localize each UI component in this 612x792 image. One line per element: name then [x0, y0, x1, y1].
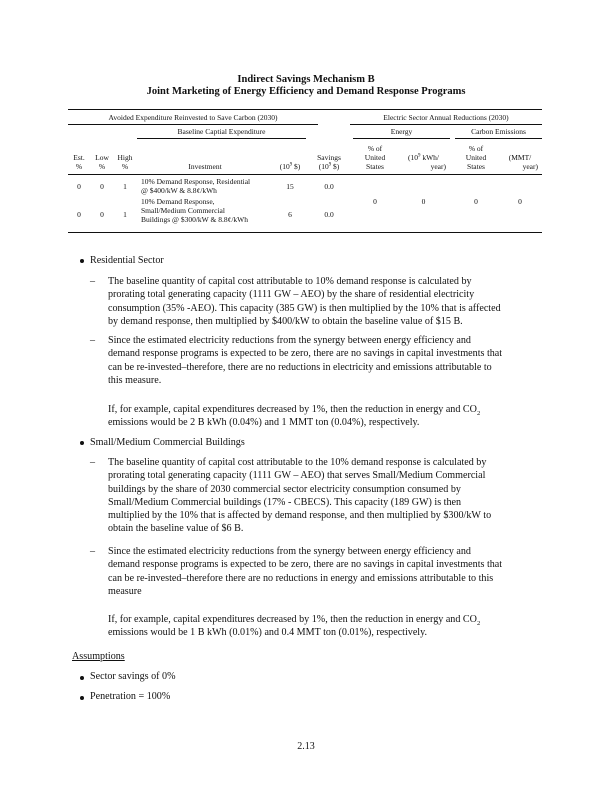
baseline-header: Baseline Captial Expenditure [177, 127, 266, 136]
document-title-line2: Joint Marketing of Energy Efficiency and Demand Response Programs [146, 86, 466, 97]
carbon-header: Carbon Emissions [471, 127, 526, 136]
col-est: Est. % [73, 153, 85, 171]
section-heading-residential: Residential Sector [90, 255, 164, 266]
right-group-header: Electric Sector Annual Reductions (2030) [383, 113, 509, 122]
bullet-icon [80, 676, 84, 680]
right-group-rule [350, 124, 542, 125]
table-bottom-rule [68, 232, 542, 233]
assumptions-heading: Assumptions [72, 651, 125, 662]
col-carbon-pct: % of United States [465, 144, 487, 171]
residential-paragraph-1: The baseline quantity of capital cost attributable to 10% demand response is calculated by prorating total generating capacity (1111 GW – AEO) by the share of residential electricity consumption (35% -AEO). This capacity (385 GW) is then multiplied by the 10% that is affected by demand response, then multiplied by $400/kW to obtain the baseline value of $15 B. [108, 276, 501, 327]
col-capex: ($10^9$ $) [279, 162, 301, 171]
dash-icon: – [90, 457, 96, 468]
col-low: Low % [95, 153, 109, 171]
carbon-mmt-value: 0 [518, 197, 522, 206]
carbon-rule [455, 138, 542, 139]
col-savings: Savings ($10^9$ $) [317, 153, 341, 171]
left-group-rule [68, 124, 318, 125]
dash-icon: – [90, 276, 96, 287]
baseline-rule [137, 138, 306, 139]
residential-paragraph-2: Since the estimated electricity reductions from the synergy between energy efficiency and demand response programs is expected to be zero, there are no savings in capital investments that can be re-invested–therefore, there are no reductions in electricity and emissions attributable to this measure. [108, 335, 503, 386]
energy-kwh-value: 0 [421, 197, 426, 206]
document-title-line1: Indirect Savings Mechanism B [237, 74, 375, 85]
col-high: High % [117, 153, 133, 171]
col-energy-pct: % of United States [364, 144, 386, 171]
commercial-paragraph-1: The baseline quantity of capital cost attributable to the 10% demand response is calculated by prorating total generating capacity (1111 GW – AEO) that serves Small/Medium Commercial buildings by the share of 2030 commercial sector electricity consumption consumed by Small/Medium Commercial buildings (17% - CBECS). This capacity (189 GW) is then multiplied by the 10% that is affected by demand response, and then multiplied by $300/kW to obtain the baseline value of $6 B. [108, 457, 492, 535]
energy-header: Energy [390, 127, 413, 136]
bullet-icon [80, 259, 84, 263]
energy-pct-value: 0 [373, 197, 377, 206]
carbon-pct-value: 0 [474, 197, 478, 206]
bullet-icon [80, 696, 84, 700]
col-carbon-mmt: (MMT/ year) [508, 153, 538, 171]
energy-rule [353, 138, 450, 139]
assumption-item: Sector savings of 0% [90, 671, 176, 682]
page-number: 2.13 [297, 741, 315, 752]
residential-example: If, for example, capital expenditures decreased by 1%, then the reduction in energy and $CO_2$ emissions would be 2 B kWh (0.04%) and 1 MMT ton (0.04%), respectively. [108, 404, 481, 429]
dash-icon: – [90, 335, 96, 346]
commercial-paragraph-2: Since the estimated electricity reductions from the synergy between energy efficiency and demand response programs is expected to be zero, there are no savings in capital investments that can be re-invested–therefore there are no reductions in energy and emissions attributable to this measure [108, 546, 503, 597]
table-top-rule [68, 109, 542, 110]
bullet-icon [80, 441, 84, 445]
commercial-example: If, for example, capital expenditures decreased by 1%, then the reduction in energy and $CO_2$ emissions would be 1 B kWh (0.01%) and 0.4 MMT ton (0.01%), respectively. [108, 614, 481, 639]
section-heading-commercial: Small/Medium Commercial Buildings [90, 437, 245, 448]
left-group-header: Avoided Expenditure Reinvested to Save Carbon (2030) [108, 113, 278, 122]
assumption-item: Penetration = 100% [90, 691, 171, 702]
header-bottom-rule [68, 174, 542, 175]
col-investment: Investment [188, 162, 222, 171]
col-energy-kwh: ($10^9$ kWh/ year) [408, 153, 446, 171]
dash-icon: – [90, 546, 96, 557]
